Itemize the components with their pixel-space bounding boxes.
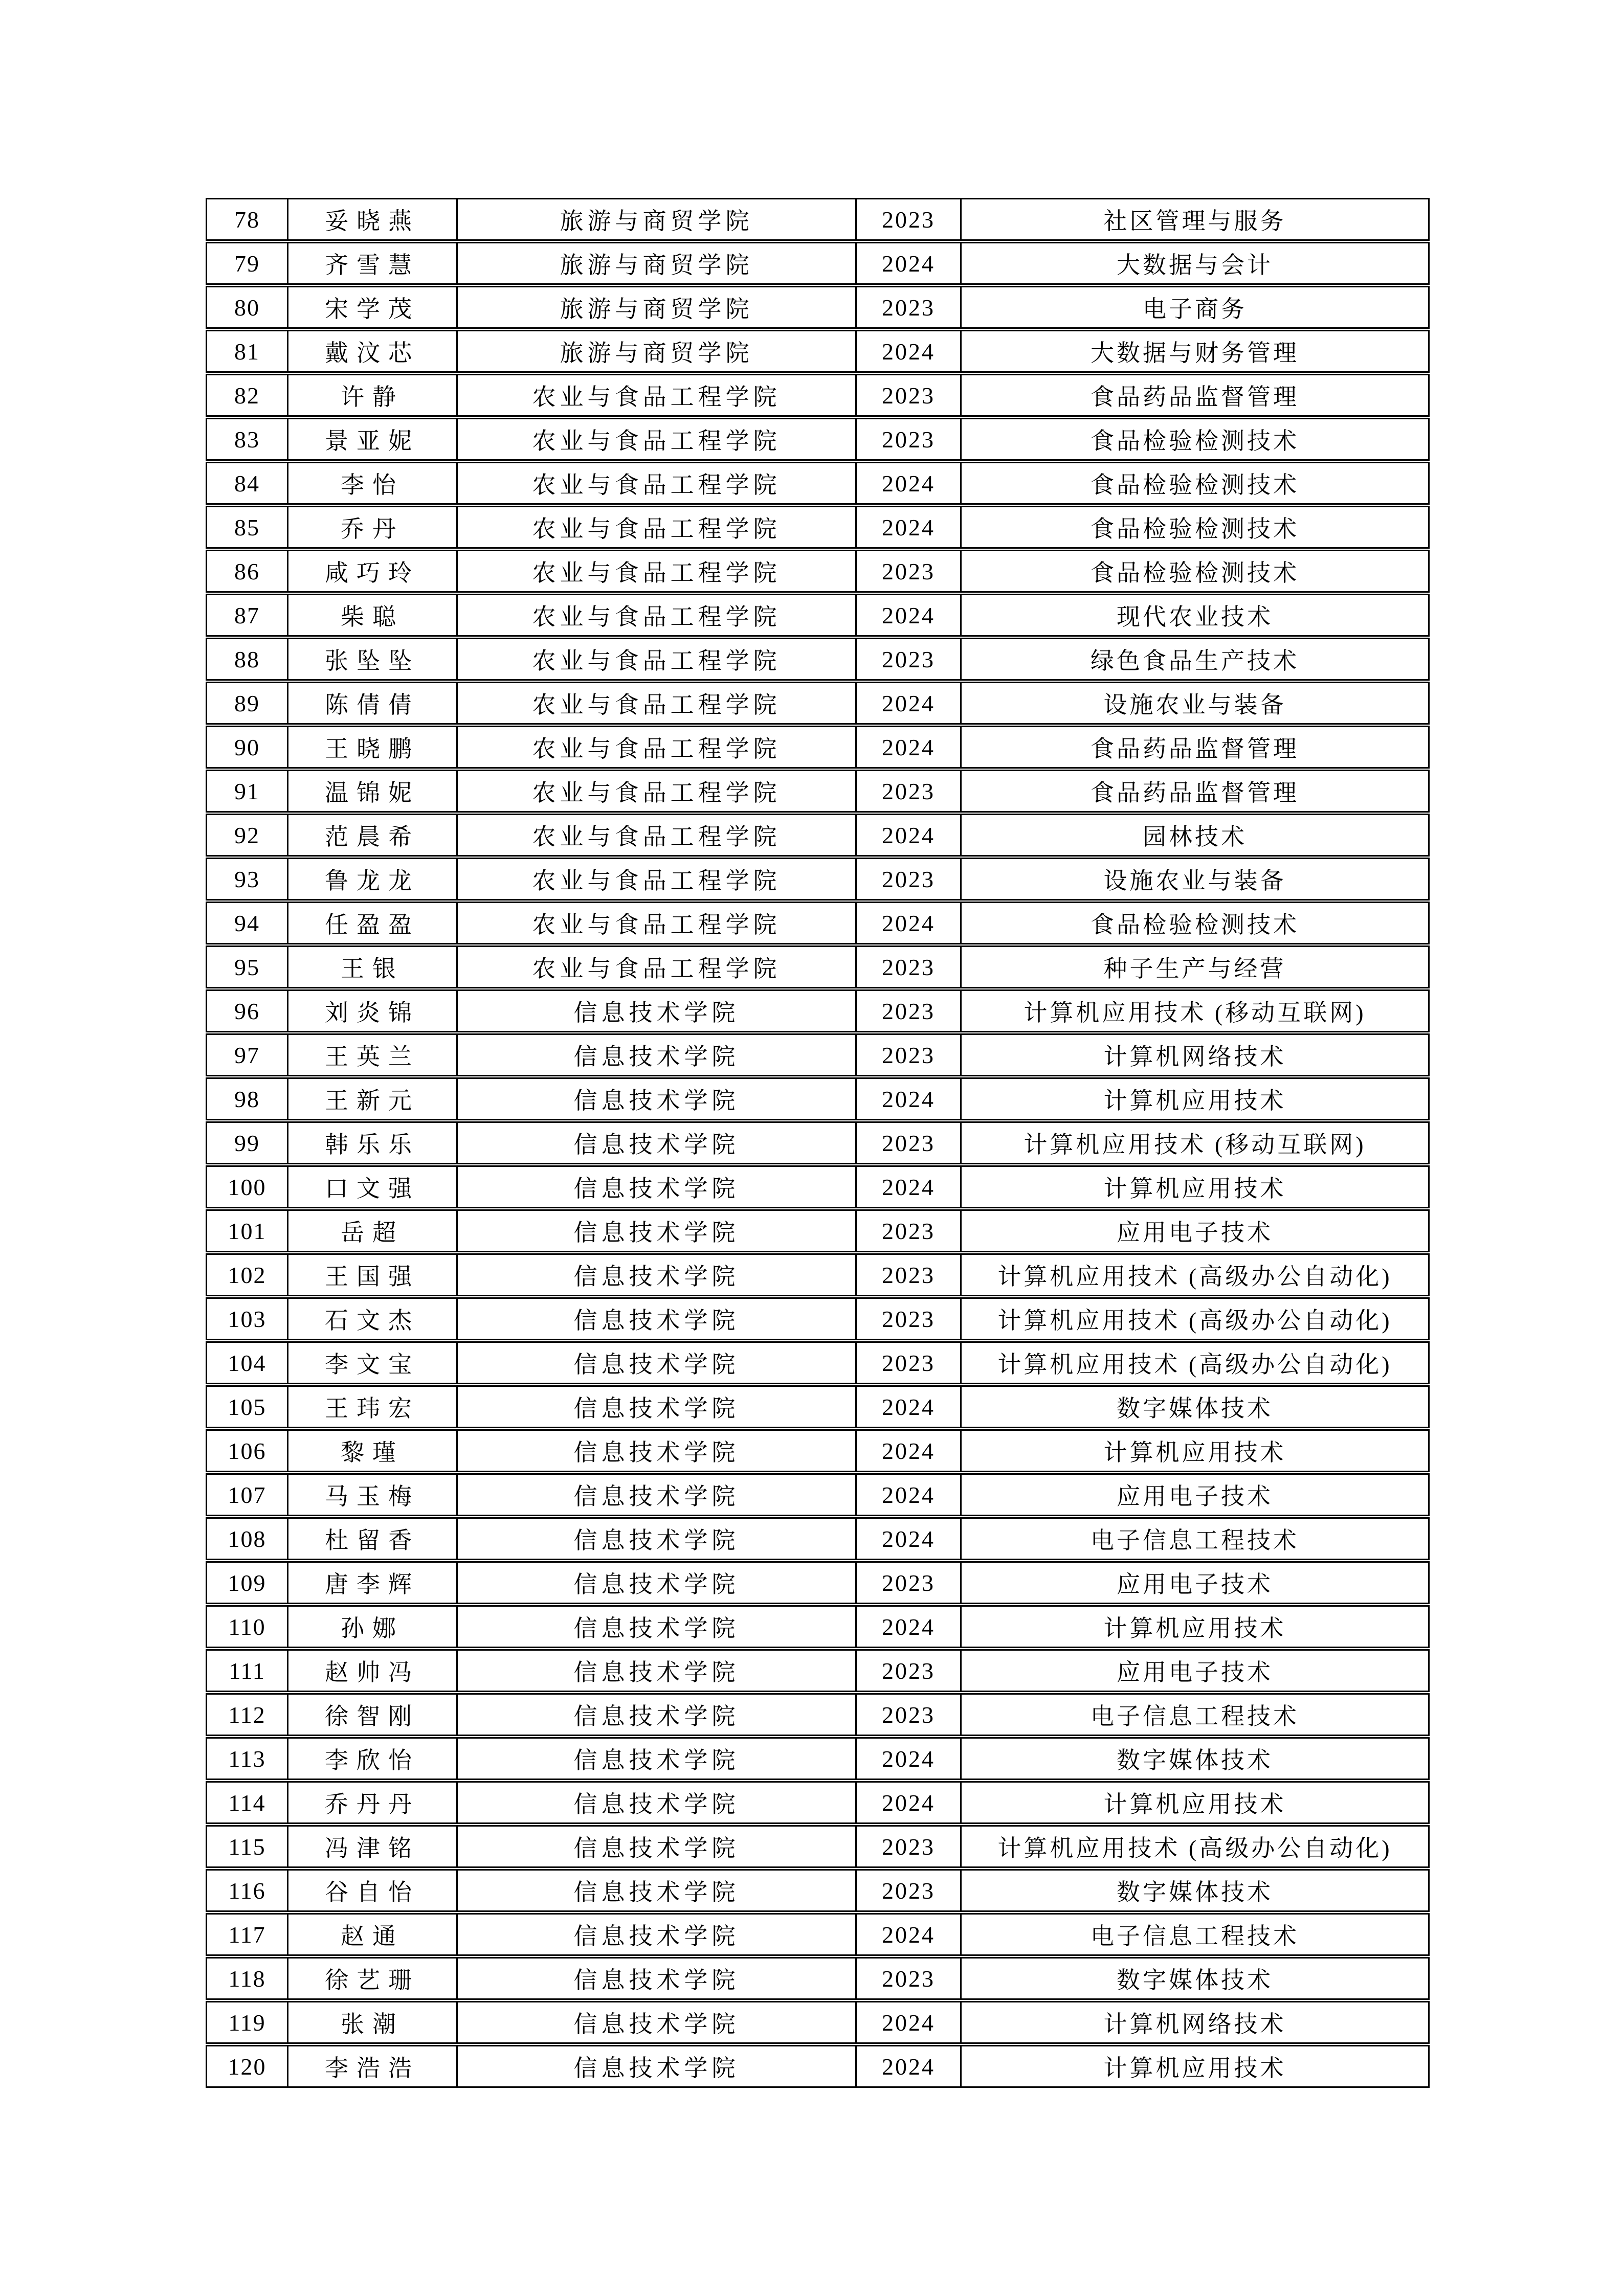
cell-number: 103 xyxy=(206,1297,288,1340)
cell-year: 2024 xyxy=(857,726,962,769)
cell-major: 种子生产与经营 xyxy=(962,946,1430,988)
cell-name: 张坠坠 xyxy=(288,638,458,681)
cell-college: 农业与食品工程学院 xyxy=(458,858,857,901)
cell-name: 王银 xyxy=(288,946,458,988)
cell-year: 2023 xyxy=(857,1649,962,1692)
cell-number: 95 xyxy=(206,946,288,988)
cell-college: 农业与食品工程学院 xyxy=(458,462,857,505)
table-row xyxy=(206,1517,1430,1560)
cell-year: 2023 xyxy=(857,1825,962,1868)
table-row xyxy=(206,594,1430,637)
cell-year: 2023 xyxy=(857,1693,962,1736)
cell-name: 范晨希 xyxy=(288,814,458,857)
cell-number: 116 xyxy=(206,1869,288,1912)
cell-major: 园林技术 xyxy=(962,814,1430,857)
cell-name: 妥晓燕 xyxy=(288,198,458,241)
cell-year: 2024 xyxy=(857,242,962,285)
cell-major: 计算机应用技术 (高级办公自动化) xyxy=(962,1297,1430,1340)
cell-name: 徐智刚 xyxy=(288,1693,458,1736)
cell-number: 79 xyxy=(206,242,288,285)
cell-college: 旅游与商贸学院 xyxy=(458,198,857,241)
cell-name: 咸巧玲 xyxy=(288,550,458,593)
cell-college: 信息技术学院 xyxy=(458,989,857,1032)
cell-name: 马玉梅 xyxy=(288,1473,458,1516)
cell-college: 信息技术学院 xyxy=(458,1473,857,1516)
cell-major: 应用电子技术 xyxy=(962,1209,1430,1252)
cell-year: 2023 xyxy=(857,286,962,329)
cell-college: 旅游与商贸学院 xyxy=(458,242,857,285)
cell-name: 张潮 xyxy=(288,2001,458,2044)
cell-year: 2024 xyxy=(857,462,962,505)
cell-major: 计算机应用技术 xyxy=(962,1165,1430,1208)
cell-major: 应用电子技术 xyxy=(962,1473,1430,1516)
cell-name: 王玮宏 xyxy=(288,1385,458,1428)
cell-college: 农业与食品工程学院 xyxy=(458,682,857,725)
cell-year: 2024 xyxy=(857,330,962,373)
cell-year: 2024 xyxy=(857,594,962,637)
cell-major: 数字媒体技术 xyxy=(962,1385,1430,1428)
cell-number: 83 xyxy=(206,418,288,461)
cell-number: 78 xyxy=(206,198,288,241)
cell-college: 信息技术学院 xyxy=(458,1913,857,1956)
cell-major: 数字媒体技术 xyxy=(962,1957,1430,2000)
cell-number: 99 xyxy=(206,1121,288,1164)
table-row xyxy=(206,638,1430,681)
cell-name: 李文宝 xyxy=(288,1341,458,1384)
cell-name: 杜留香 xyxy=(288,1517,458,1560)
cell-college: 旅游与商贸学院 xyxy=(458,330,857,373)
cell-name: 王晓鹏 xyxy=(288,726,458,769)
cell-name: 许静 xyxy=(288,374,458,417)
cell-number: 97 xyxy=(206,1033,288,1076)
cell-number: 98 xyxy=(206,1077,288,1120)
cell-year: 2023 xyxy=(857,1561,962,1604)
cell-year: 2024 xyxy=(857,1385,962,1428)
cell-number: 112 xyxy=(206,1693,288,1736)
cell-major: 计算机应用技术 (移动互联网) xyxy=(962,989,1430,1032)
cell-year: 2024 xyxy=(857,1077,962,1120)
cell-number: 114 xyxy=(206,1781,288,1824)
table-row xyxy=(206,1253,1430,1296)
cell-name: 宋学茂 xyxy=(288,286,458,329)
cell-college: 信息技术学院 xyxy=(458,1605,857,1648)
cell-major: 计算机应用技术 xyxy=(962,2045,1430,2088)
cell-year: 2023 xyxy=(857,858,962,901)
table-row xyxy=(206,1913,1430,1956)
cell-college: 信息技术学院 xyxy=(458,1957,857,2000)
cell-college: 农业与食品工程学院 xyxy=(458,594,857,637)
cell-number: 80 xyxy=(206,286,288,329)
cell-major: 食品检验检测技术 xyxy=(962,506,1430,549)
cell-name: 徐艺珊 xyxy=(288,1957,458,2000)
cell-number: 82 xyxy=(206,374,288,417)
cell-major: 计算机网络技术 xyxy=(962,1033,1430,1076)
cell-number: 109 xyxy=(206,1561,288,1604)
table-row xyxy=(206,1693,1430,1736)
cell-name: 唐李辉 xyxy=(288,1561,458,1604)
cell-major: 食品药品监督管理 xyxy=(962,374,1430,417)
cell-name: 温锦妮 xyxy=(288,770,458,813)
cell-major: 现代农业技术 xyxy=(962,594,1430,637)
cell-major: 计算机网络技术 xyxy=(962,2001,1430,2044)
table-row xyxy=(206,989,1430,1032)
cell-college: 农业与食品工程学院 xyxy=(458,374,857,417)
cell-major: 计算机应用技术 (高级办公自动化) xyxy=(962,1341,1430,1384)
cell-college: 信息技术学院 xyxy=(458,1121,857,1164)
table-row xyxy=(206,506,1430,549)
cell-college: 农业与食品工程学院 xyxy=(458,638,857,681)
cell-major: 设施农业与装备 xyxy=(962,858,1430,901)
cell-year: 2024 xyxy=(857,1429,962,1472)
table-row xyxy=(206,330,1430,373)
cell-name: 王新元 xyxy=(288,1077,458,1120)
cell-major: 电子信息工程技术 xyxy=(962,1693,1430,1736)
table-row xyxy=(206,1737,1430,1780)
cell-year: 2024 xyxy=(857,1913,962,1956)
cell-major: 社区管理与服务 xyxy=(962,198,1430,241)
cell-number: 101 xyxy=(206,1209,288,1252)
table-row xyxy=(206,1869,1430,1912)
table-row xyxy=(206,198,1430,241)
table-row xyxy=(206,1781,1430,1824)
cell-name: 赵帅冯 xyxy=(288,1649,458,1692)
cell-year: 2023 xyxy=(857,418,962,461)
table-row xyxy=(206,1605,1430,1648)
cell-number: 115 xyxy=(206,1825,288,1868)
cell-college: 农业与食品工程学院 xyxy=(458,902,857,944)
cell-name: 李浩浩 xyxy=(288,2045,458,2088)
cell-major: 计算机应用技术 xyxy=(962,1605,1430,1648)
cell-major: 数字媒体技术 xyxy=(962,1869,1430,1912)
cell-year: 2024 xyxy=(857,1737,962,1780)
cell-number: 120 xyxy=(206,2045,288,2088)
cell-name: 石文杰 xyxy=(288,1297,458,1340)
cell-college: 信息技术学院 xyxy=(458,1869,857,1912)
table-row xyxy=(206,462,1430,505)
cell-year: 2023 xyxy=(857,1341,962,1384)
cell-number: 113 xyxy=(206,1737,288,1780)
cell-college: 农业与食品工程学院 xyxy=(458,770,857,813)
cell-year: 2023 xyxy=(857,1121,962,1164)
cell-year: 2023 xyxy=(857,638,962,681)
student-roster-table-wrap xyxy=(206,197,1430,2089)
table-row xyxy=(206,2001,1430,2044)
cell-college: 信息技术学院 xyxy=(458,1429,857,1472)
table-row xyxy=(206,770,1430,813)
table-row xyxy=(206,550,1430,593)
cell-year: 2023 xyxy=(857,1209,962,1252)
cell-number: 108 xyxy=(206,1517,288,1560)
cell-major: 食品检验检测技术 xyxy=(962,902,1430,944)
cell-number: 90 xyxy=(206,726,288,769)
cell-name: 口文强 xyxy=(288,1165,458,1208)
cell-year: 2023 xyxy=(857,770,962,813)
cell-college: 信息技术学院 xyxy=(458,1561,857,1604)
cell-year: 2024 xyxy=(857,1781,962,1824)
cell-name: 景亚妮 xyxy=(288,418,458,461)
table-row xyxy=(206,1297,1430,1340)
cell-name: 任盈盈 xyxy=(288,902,458,944)
cell-major: 计算机应用技术 (高级办公自动化) xyxy=(962,1253,1430,1296)
cell-name: 韩乐乐 xyxy=(288,1121,458,1164)
cell-college: 信息技术学院 xyxy=(458,2001,857,2044)
cell-number: 96 xyxy=(206,989,288,1032)
cell-college: 信息技术学院 xyxy=(458,1737,857,1780)
cell-major: 计算机应用技术 xyxy=(962,1429,1430,1472)
cell-college: 信息技术学院 xyxy=(458,2045,857,2088)
cell-major: 大数据与会计 xyxy=(962,242,1430,285)
table-row xyxy=(206,1561,1430,1604)
cell-name: 谷自怡 xyxy=(288,1869,458,1912)
cell-number: 110 xyxy=(206,1605,288,1648)
cell-major: 应用电子技术 xyxy=(962,1561,1430,1604)
cell-year: 2024 xyxy=(857,1165,962,1208)
cell-college: 信息技术学院 xyxy=(458,1297,857,1340)
cell-number: 106 xyxy=(206,1429,288,1472)
cell-major: 设施农业与装备 xyxy=(962,682,1430,725)
cell-year: 2023 xyxy=(857,989,962,1032)
cell-college: 信息技术学院 xyxy=(458,1781,857,1824)
table-row xyxy=(206,682,1430,725)
table-row xyxy=(206,1473,1430,1516)
table-row xyxy=(206,1825,1430,1868)
table-row xyxy=(206,2045,1430,2088)
table-row xyxy=(206,1165,1430,1208)
cell-year: 2024 xyxy=(857,1473,962,1516)
cell-number: 104 xyxy=(206,1341,288,1384)
table-row xyxy=(206,1385,1430,1428)
cell-number: 81 xyxy=(206,330,288,373)
table-row xyxy=(206,946,1430,988)
cell-number: 119 xyxy=(206,2001,288,2044)
table-row xyxy=(206,726,1430,769)
cell-college: 信息技术学院 xyxy=(458,1825,857,1868)
cell-number: 100 xyxy=(206,1165,288,1208)
cell-name: 陈倩倩 xyxy=(288,682,458,725)
cell-year: 2024 xyxy=(857,506,962,549)
cell-year: 2024 xyxy=(857,682,962,725)
cell-college: 信息技术学院 xyxy=(458,1077,857,1120)
cell-name: 刘炎锦 xyxy=(288,989,458,1032)
cell-year: 2024 xyxy=(857,902,962,944)
cell-name: 柴聪 xyxy=(288,594,458,637)
cell-number: 107 xyxy=(206,1473,288,1516)
cell-major: 食品检验检测技术 xyxy=(962,462,1430,505)
cell-name: 冯津铭 xyxy=(288,1825,458,1868)
table-row xyxy=(206,858,1430,901)
table-row xyxy=(206,1121,1430,1164)
cell-year: 2024 xyxy=(857,1517,962,1560)
cell-number: 89 xyxy=(206,682,288,725)
cell-year: 2024 xyxy=(857,1605,962,1648)
cell-number: 84 xyxy=(206,462,288,505)
cell-college: 信息技术学院 xyxy=(458,1253,857,1296)
cell-name: 乔丹 xyxy=(288,506,458,549)
cell-college: 信息技术学院 xyxy=(458,1517,857,1560)
table-row xyxy=(206,1341,1430,1384)
cell-college: 信息技术学院 xyxy=(458,1033,857,1076)
table-row xyxy=(206,1077,1430,1120)
table-row xyxy=(206,1033,1430,1076)
cell-major: 大数据与财务管理 xyxy=(962,330,1430,373)
cell-year: 2024 xyxy=(857,2045,962,2088)
cell-name: 孙娜 xyxy=(288,1605,458,1648)
cell-major: 食品检验检测技术 xyxy=(962,550,1430,593)
cell-name: 李怡 xyxy=(288,462,458,505)
cell-year: 2023 xyxy=(857,946,962,988)
cell-major: 计算机应用技术 xyxy=(962,1077,1430,1120)
cell-year: 2023 xyxy=(857,1033,962,1076)
cell-college: 农业与食品工程学院 xyxy=(458,814,857,857)
table-row xyxy=(206,1957,1430,2000)
cell-major: 食品药品监督管理 xyxy=(962,726,1430,769)
cell-college: 农业与食品工程学院 xyxy=(458,946,857,988)
cell-number: 93 xyxy=(206,858,288,901)
table-row xyxy=(206,242,1430,285)
table-row xyxy=(206,814,1430,857)
student-roster-table xyxy=(206,197,1430,2089)
table-row xyxy=(206,1429,1430,1472)
cell-college: 旅游与商贸学院 xyxy=(458,286,857,329)
cell-year: 2023 xyxy=(857,1253,962,1296)
cell-number: 118 xyxy=(206,1957,288,2000)
cell-name: 王国强 xyxy=(288,1253,458,1296)
cell-major: 计算机应用技术 xyxy=(962,1781,1430,1824)
table-row xyxy=(206,286,1430,329)
table-row xyxy=(206,418,1430,461)
cell-name: 岳超 xyxy=(288,1209,458,1252)
cell-year: 2023 xyxy=(857,1957,962,2000)
cell-name: 李欣怡 xyxy=(288,1737,458,1780)
cell-major: 计算机应用技术 (移动互联网) xyxy=(962,1121,1430,1164)
cell-name: 黎瑾 xyxy=(288,1429,458,1472)
cell-college: 信息技术学院 xyxy=(458,1341,857,1384)
cell-number: 87 xyxy=(206,594,288,637)
cell-name: 赵通 xyxy=(288,1913,458,1956)
cell-major: 绿色食品生产技术 xyxy=(962,638,1430,681)
cell-name: 乔丹丹 xyxy=(288,1781,458,1824)
table-row xyxy=(206,902,1430,944)
cell-major: 食品检验检测技术 xyxy=(962,418,1430,461)
cell-number: 111 xyxy=(206,1649,288,1692)
cell-major: 电子信息工程技术 xyxy=(962,1913,1430,1956)
cell-number: 102 xyxy=(206,1253,288,1296)
cell-college: 信息技术学院 xyxy=(458,1209,857,1252)
student-table-body xyxy=(206,198,1430,2088)
cell-college: 农业与食品工程学院 xyxy=(458,506,857,549)
cell-major: 数字媒体技术 xyxy=(962,1737,1430,1780)
cell-number: 105 xyxy=(206,1385,288,1428)
cell-number: 117 xyxy=(206,1913,288,1956)
cell-name: 戴汶芯 xyxy=(288,330,458,373)
cell-number: 91 xyxy=(206,770,288,813)
cell-year: 2023 xyxy=(857,374,962,417)
cell-number: 88 xyxy=(206,638,288,681)
table-row xyxy=(206,1649,1430,1692)
cell-major: 食品药品监督管理 xyxy=(962,770,1430,813)
cell-college: 农业与食品工程学院 xyxy=(458,550,857,593)
table-row xyxy=(206,374,1430,417)
cell-name: 齐雪慧 xyxy=(288,242,458,285)
cell-college: 农业与食品工程学院 xyxy=(458,726,857,769)
cell-number: 92 xyxy=(206,814,288,857)
cell-name: 王英兰 xyxy=(288,1033,458,1076)
cell-major: 计算机应用技术 (高级办公自动化) xyxy=(962,1825,1430,1868)
cell-year: 2024 xyxy=(857,814,962,857)
cell-college: 信息技术学院 xyxy=(458,1649,857,1692)
cell-year: 2023 xyxy=(857,1297,962,1340)
cell-number: 94 xyxy=(206,902,288,944)
cell-number: 85 xyxy=(206,506,288,549)
cell-major: 电子商务 xyxy=(962,286,1430,329)
cell-college: 信息技术学院 xyxy=(458,1385,857,1428)
cell-major: 电子信息工程技术 xyxy=(962,1517,1430,1560)
cell-college: 信息技术学院 xyxy=(458,1165,857,1208)
cell-number: 86 xyxy=(206,550,288,593)
cell-year: 2024 xyxy=(857,2001,962,2044)
cell-year: 2023 xyxy=(857,198,962,241)
cell-major: 应用电子技术 xyxy=(962,1649,1430,1692)
cell-name: 鲁龙龙 xyxy=(288,858,458,901)
cell-year: 2023 xyxy=(857,1869,962,1912)
cell-college: 农业与食品工程学院 xyxy=(458,418,857,461)
cell-year: 2023 xyxy=(857,550,962,593)
cell-college: 信息技术学院 xyxy=(458,1693,857,1736)
table-row xyxy=(206,1209,1430,1252)
